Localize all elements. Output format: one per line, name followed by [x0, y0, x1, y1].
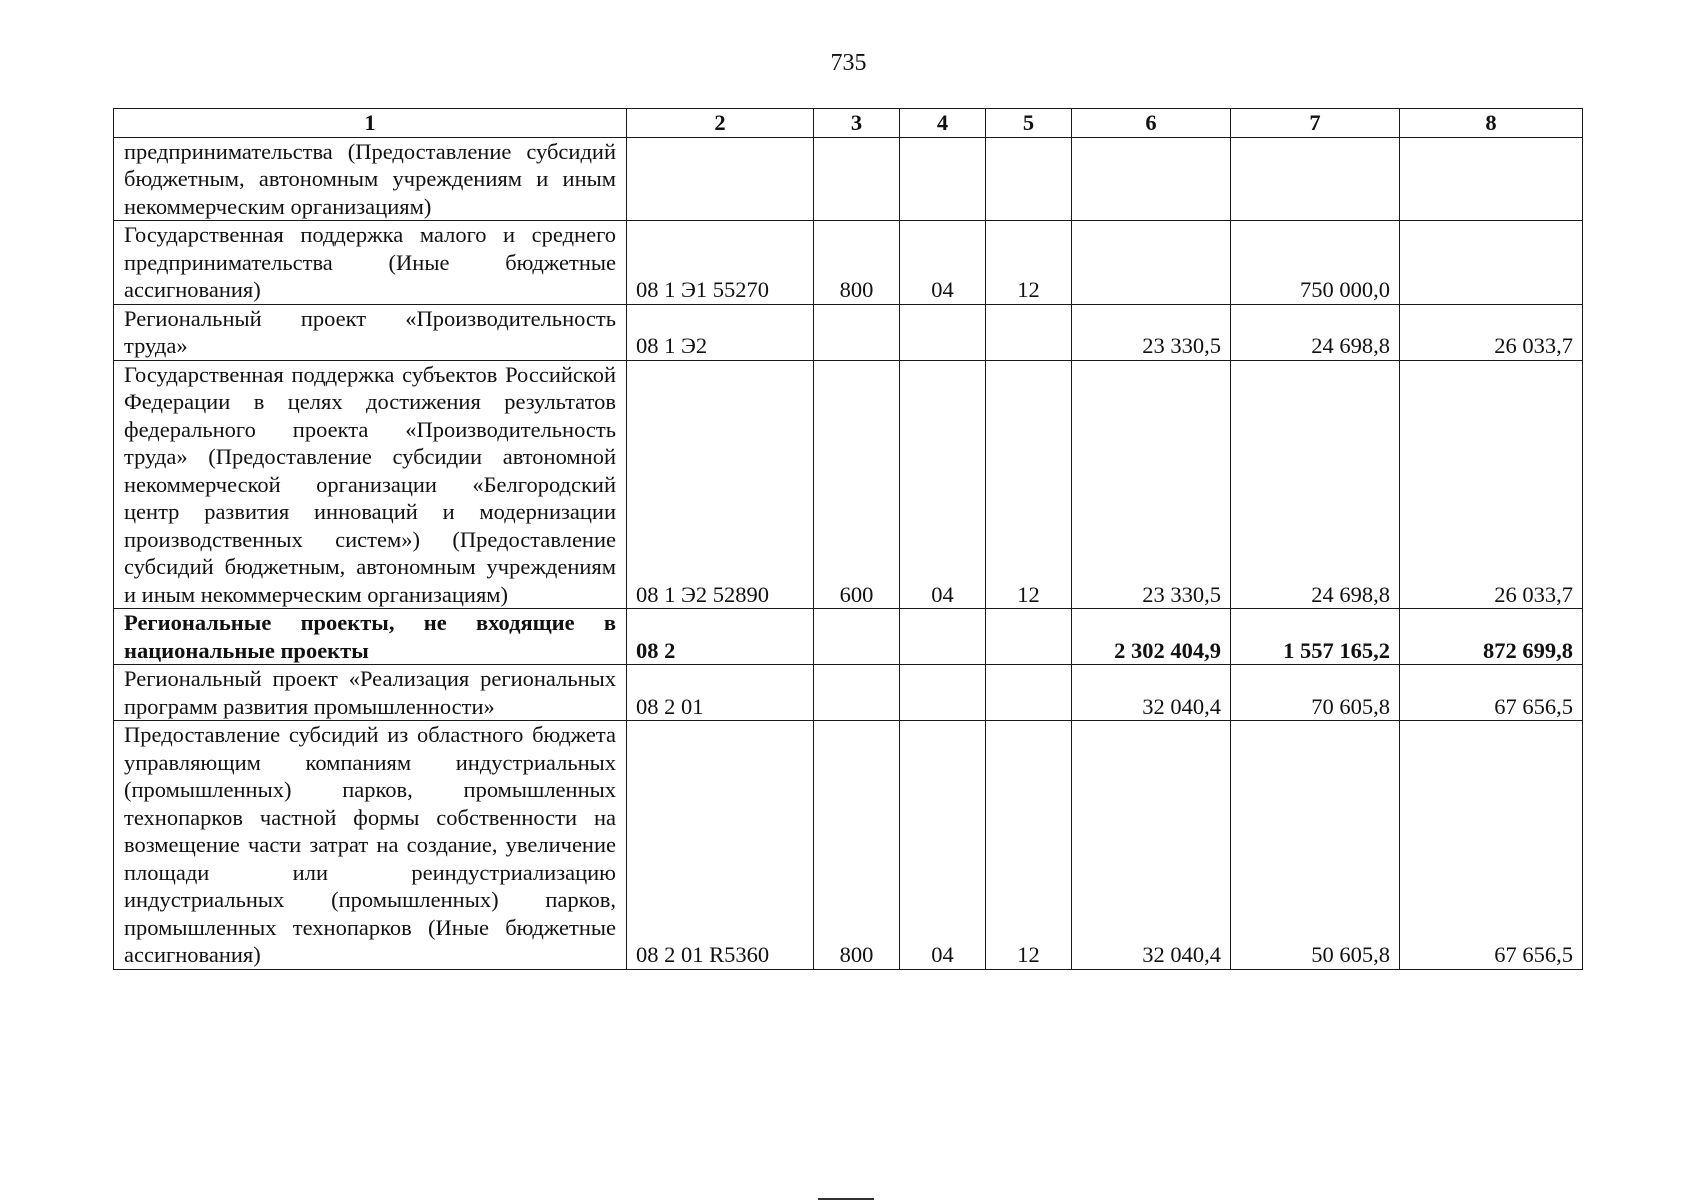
page-number: 735 [830, 50, 867, 76]
section-code: 04 [900, 721, 986, 970]
table-row [114, 721, 1583, 970]
column-header: 3 [814, 109, 900, 138]
amount-col-7: 24 698,8 [1231, 304, 1400, 360]
expense-type-code: 800 [814, 221, 900, 305]
column-header: 4 [900, 109, 986, 138]
subsection-code [986, 137, 1072, 221]
amount-col-8: 872 699,8 [1400, 609, 1583, 665]
expense-type-code: 800 [814, 721, 900, 970]
amount-col-8 [1400, 221, 1583, 305]
subsection-code [986, 609, 1072, 665]
section-code: 04 [900, 221, 986, 305]
subsection-code: 12 [986, 360, 1072, 609]
column-header: 8 [1400, 109, 1583, 138]
section-code: 04 [900, 360, 986, 609]
column-header: 1 [114, 109, 627, 138]
amount-col-7: 1 557 165,2 [1231, 609, 1400, 665]
subsection-code [986, 304, 1072, 360]
table-row [114, 665, 1583, 721]
amount-col-6: 2 302 404,9 [1072, 609, 1231, 665]
amount-col-6: 32 040,4 [1072, 665, 1231, 721]
header-row [114, 109, 1583, 138]
amount-col-8: 26 033,7 [1400, 304, 1583, 360]
amount-col-7: 70 605,8 [1231, 665, 1400, 721]
target-article-code [627, 137, 814, 221]
target-article-code: 08 2 [627, 609, 814, 665]
expense-type-code: 600 [814, 360, 900, 609]
column-header: 2 [627, 109, 814, 138]
expense-type-code [814, 609, 900, 665]
amount-col-6: 23 330,5 [1072, 360, 1231, 609]
section-code [900, 609, 986, 665]
section-code [900, 665, 986, 721]
amount-col-6 [1072, 221, 1231, 305]
table-row [114, 304, 1583, 360]
amount-col-7: 750 000,0 [1231, 221, 1400, 305]
item-name: Региональный проект «Производительность труда» [114, 304, 627, 360]
section-code [900, 304, 986, 360]
item-name: Региональные проекты, не входящие в национальные проекты [114, 609, 627, 665]
amount-col-8 [1400, 137, 1583, 221]
section-code [900, 137, 986, 221]
subsection-code: 12 [986, 721, 1072, 970]
amount-col-8: 67 656,5 [1400, 665, 1583, 721]
item-name: Предоставление субсидий из областного бюджета управляющим компаниям индустриальных (промышленных) парков, промышленных технопарков частной формы собственности на возмещение части затрат на создание, увеличение площади или реиндустриализацию индустриальных (промышленных) парков, промышленных технопарков (Иные бюджетные ассигнования) [114, 721, 627, 970]
amount-col-6 [1072, 137, 1231, 221]
amount-col-6: 23 330,5 [1072, 304, 1231, 360]
item-name: Государственная поддержка субъектов Российской Федерации в целях достижения результатов федерального проекта «Производительность труда» (Предоставление субсидии автономной некоммерческой организации «Белгородский центр развития инноваций и модернизации производственных систем») (Предоставление субсидий бюджетным, автономным учреждениям и иным некоммерческим организациям) [114, 360, 627, 609]
expense-type-code [814, 665, 900, 721]
amount-col-7: 50 605,8 [1231, 721, 1400, 970]
amount-col-6: 32 040,4 [1072, 721, 1231, 970]
item-name: Государственная поддержка малого и среднего предпринимательства (Иные бюджетные ассигнования) [114, 221, 627, 305]
amount-col-7: 24 698,8 [1231, 360, 1400, 609]
target-article-code: 08 2 01 [627, 665, 814, 721]
subsection-code: 12 [986, 221, 1072, 305]
item-name: предпринимательства (Предоставление субсидий бюджетным, автономным учреждениям и иным некоммерческим организациям) [114, 137, 627, 221]
target-article-code: 08 1 Э2 52890 [627, 360, 814, 609]
target-article-code: 08 2 01 R5360 [627, 721, 814, 970]
amount-col-7 [1231, 137, 1400, 221]
table-row [114, 609, 1583, 665]
item-name: Региональный проект «Реализация региональных программ развития промышленности» [114, 665, 627, 721]
subsection-code [986, 665, 1072, 721]
target-article-code: 08 1 Э2 [627, 304, 814, 360]
column-header: 5 [986, 109, 1072, 138]
table-row [114, 137, 1583, 221]
expense-type-code [814, 137, 900, 221]
table-body [114, 137, 1583, 969]
column-header: 6 [1072, 109, 1231, 138]
table-row [114, 360, 1583, 609]
amount-col-8: 26 033,7 [1400, 360, 1583, 609]
budget-table [113, 108, 1583, 970]
expense-type-code [814, 304, 900, 360]
amount-col-8: 67 656,5 [1400, 721, 1583, 970]
target-article-code: 08 1 Э1 55270 [627, 221, 814, 305]
column-header: 7 [1231, 109, 1400, 138]
table-row [114, 221, 1583, 305]
